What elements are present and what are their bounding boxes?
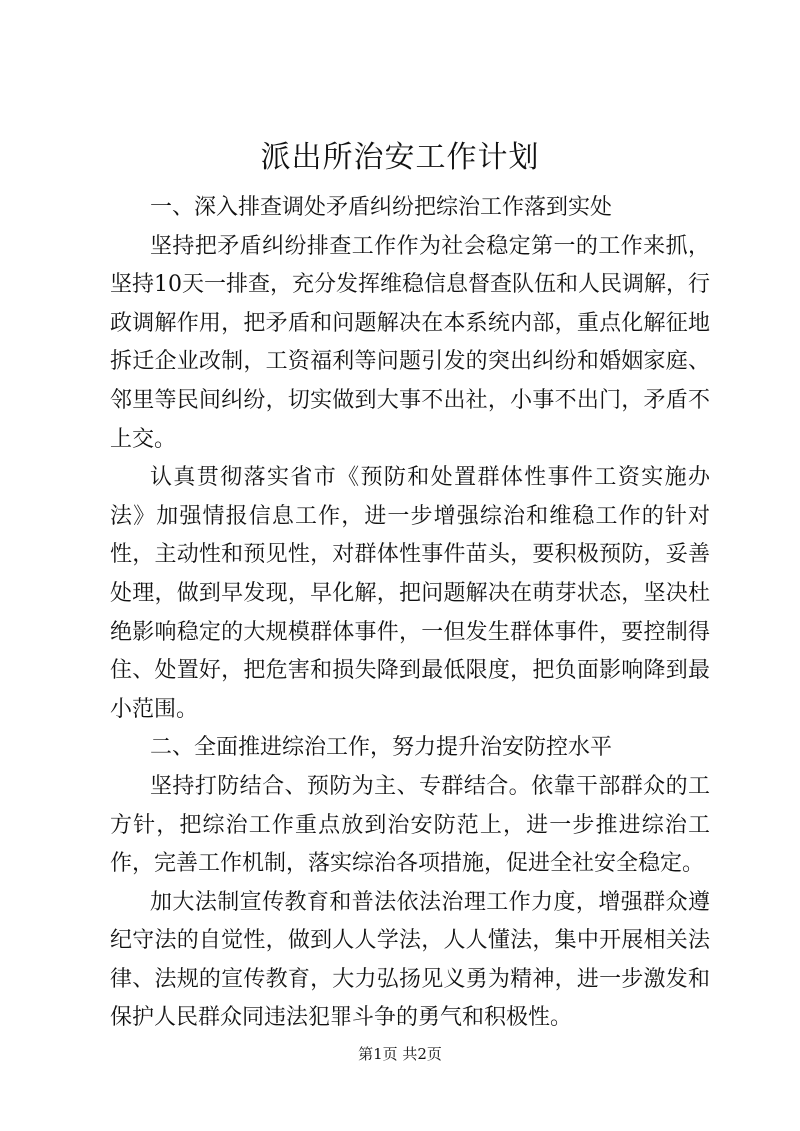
section-2-heading: 二、全面推进综治工作，努力提升治安防控水平 (150, 735, 613, 761)
section-2-paragraph-1: 坚持打防结合、预防为主、专群结合。依靠干部群众的工方针，把综治工作重点放到治安防范上，进一步推进综治工作，完善工作机制，落实综治各项措施，促进全社安全稳定。 (110, 773, 710, 877)
page-footer: 第1页 共2页 (358, 1045, 442, 1063)
page-title: 派出所治安工作计划 (260, 140, 540, 175)
section-1-paragraph-1: 坚持把矛盾纠纷排查工作作为社会稳定第一的工作来抓，坚持10天一排查，充分发挥维稳信息督查队伍和人民调解，行政调解作用，把矛盾和问题解决在本系统内部，重点化解征地拆迁企业改制，工资福利等问题引发的突出纠纷和婚姻家庭、邻里等民间纠纷，切实做到大事不出社，小事不出门，矛盾不上交。 (110, 233, 710, 452)
section-1-heading: 一、深入排查调处矛盾纠纷把综治工作落到实处 (150, 195, 613, 220)
section-2-paragraph-2: 加大法制宣传教育和普法依法治理工作力度，增强群众遵纪守法的自觉性，做到人人学法，人人懂法，集中开展相关法律、法规的宣传教育，大力弘扬见义勇为精神，进一步激发和保护人民群众同违法犯罪斗争的勇气和积极性。 (110, 889, 710, 1031)
document-body (110, 189, 710, 1038)
section-1-paragraph-2: 认真贯彻落实省市《预防和处置群体性事件工资实施办法》加强情报信息工作，进一步增强综治和维稳工作的针对性，主动性和预见性，对群体性事件苗头，要积极预防，妥善处理，做到早发现，早化解，把问题解决在萌芽状态，坚决杜绝影响稳定的大规模群体事件，一但发生群体事件，要控制得住、处置好，把危害和损失降到最低限度，把负面影响降到最小范围。 (110, 465, 710, 722)
